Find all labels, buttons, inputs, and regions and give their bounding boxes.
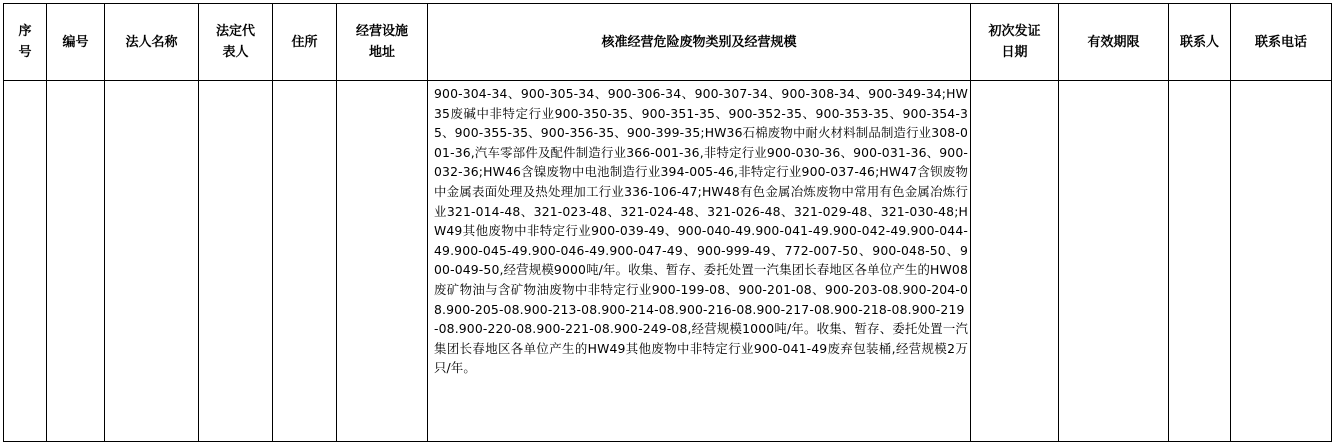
col-header-categories-scale: 核准经营危险废物类别及经营规模	[428, 4, 971, 81]
col-header-code: 编号	[47, 4, 105, 81]
cell-categories-scale	[428, 81, 971, 442]
cell-contact	[1169, 81, 1231, 442]
cell-seq	[4, 81, 47, 442]
cell-code	[47, 81, 105, 442]
cell-legal-rep	[199, 81, 273, 442]
cell-first-issue-date	[971, 81, 1059, 442]
cell-entity-name	[105, 81, 199, 442]
table-header-row	[4, 4, 1332, 81]
col-header-validity: 有效期限	[1059, 4, 1169, 81]
col-header-phone: 联系电话	[1231, 4, 1332, 81]
categories-scale-text: 900-304-34、900-305-34、900-306-34、900-307-34、900-308-34、900-349-34;HW35废碱中非特定行业900-350-35、900-351-35、900-352-35、900-353-35、900-354-35、900-355-35、900-356-35、900-399-35;HW36石棉废物中耐火材料制品制造行业308-001-36,汽车零部件及配件制造行业366-001-36,非特定行业900-030-36、900-031-36、900-032-36;HW46含镍废物中电池制造行业394-005-46,非特定行业900-037-46;HW47含钡废物中金属表面处理及热处理加工行业336-106-47;HW48有色金属冶炼废物中常用有色金属冶炼行业321-014-48、321-023-48、321-024-48、321-026-48、321-029-48、321-030-48;HW49其他废物中非特定行业900-039-49、900-040-49.900-041-49.900-042-49.900-044-49.900-045-49.900-046-49.900-047-49、900-999-49、772-007-50、900-048-50、900-049-50,经营规模9000吨/年。收集、暂存、委托处置一汽集团长春地区各单位产生的HW08废矿物油与含矿物油废物中非特定行业900-199-08、900-201-08、900-203-08.900-204-08.900-205-08.900-213-08.900-214-08.900-216-08.900-217-08.900-218-08.900-219-08.900-220-08.900-221-08.900-249-08,经营规模1000吨/年。收集、暂存、委托处置一汽集团长春地区各单位产生的HW49其他废物中非特定行业900-041-49废弃包装桶,经营规模2万只/年。	[434, 86, 968, 376]
col-header-seq: 序号	[4, 4, 47, 81]
col-header-address: 住所	[273, 4, 337, 81]
col-header-facility-address: 经营设施地址	[337, 4, 428, 81]
table-row	[4, 81, 1332, 442]
col-header-legal-rep: 法定代表人	[199, 4, 273, 81]
col-header-contact: 联系人	[1169, 4, 1231, 81]
cell-facility-address	[337, 81, 428, 442]
hazardous-waste-license-table	[3, 3, 1332, 442]
cell-address	[273, 81, 337, 442]
cell-phone	[1231, 81, 1332, 442]
cell-validity	[1059, 81, 1169, 442]
col-header-first-issue-date: 初次发证日期	[971, 4, 1059, 81]
col-header-entity-name: 法人名称	[105, 4, 199, 81]
